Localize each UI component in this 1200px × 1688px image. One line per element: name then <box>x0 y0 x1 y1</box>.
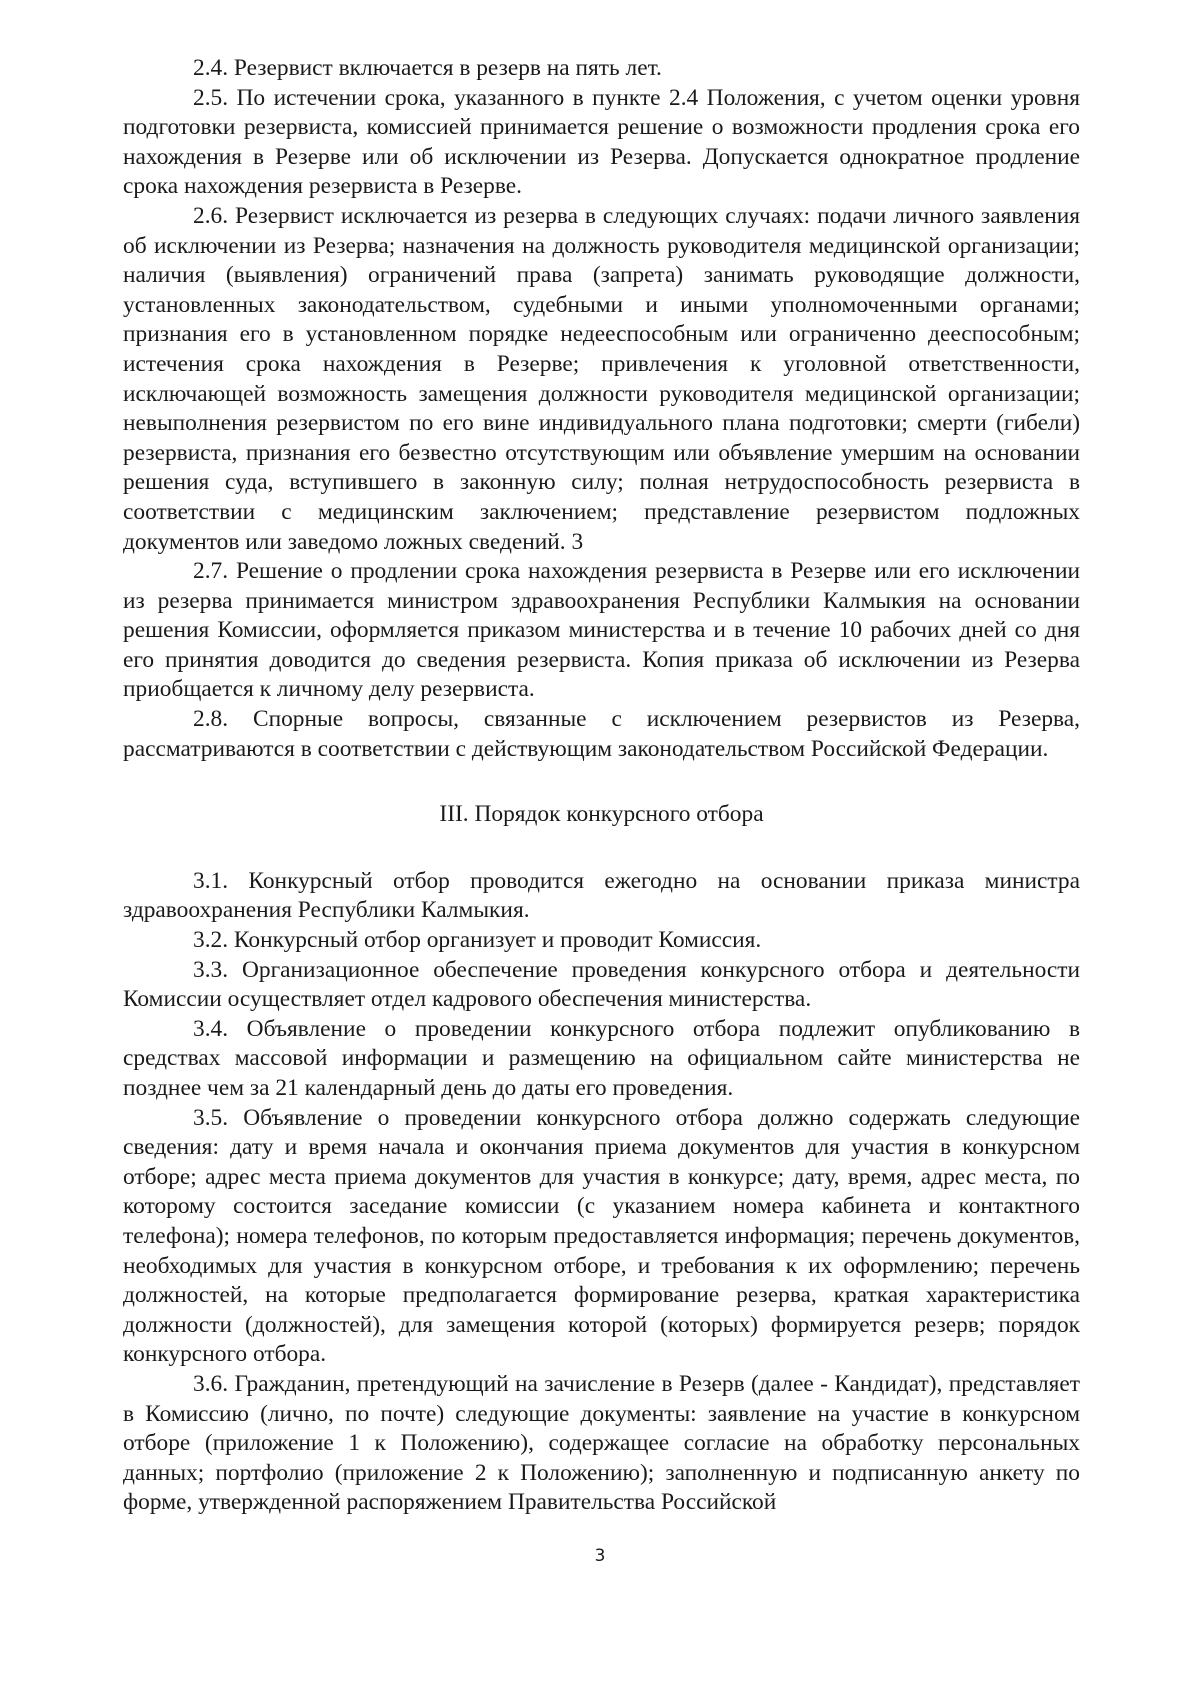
paragraph-3-5: 3.5. Объявление о проведении конкурсного отбора должно содержать следующие сведения: дату и время начала и окончания приема документов для участия в конкурсном отборе; адрес места приема документов для участия в конкурсе; дату, время, адрес места, по которому состоится заседание комиссии (с указанием номера кабинета и контактного телефона); номера телефонов, по которым предоставляется информация; перечень документов, необходимых для участия в конкурсном отборе, и требования к их оформлению; перечень должностей, на которые предполагается формирование резерва, краткая характеристика должности (должностей), для замещения которой (которых) формируется резерв; порядок конкурсного отбора. <box>123 1104 1080 1368</box>
paragraph-3-2: 3.2. Конкурсный отбор организует и проводит Комиссия. <box>193 927 762 954</box>
paragraph-2-4: 2.4. Резервист включается в резерв на пять лет. <box>193 55 662 81</box>
paragraph-3-6: 3.6. Гражданин, претендующий на зачисление в Резерв (далее - Кандидат), представляет в Комиссию (лично, по почте) следующие документы: заявление на участие в конкурсном отборе (приложение 1 к Положению), содержащее согласие на обработку персональных данных; портфолио (приложение 2 к Положению); заполненную и подписанную анкету по форме, утвержденной распоряжением Правительства Российской <box>123 1370 1080 1516</box>
paragraph-2-6: 2.6. Резервист исключается из резерва в следующих случаях: подачи личного заявления об исключении из Резерва; назначения на должность руководителя медицинской организации; наличия (выявления) ограничений права (запрета) занимать руководящие должности, установленных законодательством, судебными и иными уполномоченными органами; признания его в установленном порядке недееспособным или ограниченно дееспособным; истечения срока нахождения в Резерве; привлечения к уголовной ответственности, исключающей возможность замещения должности руководителя медицинской организации; невыполнения резервистом по его вине индивидуального плана подготовки; смерти (гибели) резервиста, признания его безвестно отсутствующим или объявление умершим на основании решения суда, вступившего в законную силу; полная нетрудоспособность резервиста в соответствии с медицинским заключением; представление резервистом подложных документов или заведомо ложных сведений. 3 <box>123 202 1080 555</box>
paragraph-2-5: 2.5. По истечении срока, указанного в пункте 2.4 Положения, с учетом оценки уровня подготовки резервиста, комиссией принимается решение о возможности продления срока его нахождения в Резерве или об исключении из Резерва. Допускается однократное продление срока нахождения резервиста в Резерве. <box>123 84 1080 200</box>
page-number: 3 <box>594 1546 606 1566</box>
paragraph-3-3: 3.3. Организационное обеспечение проведения конкурсного отбора и деятельности Комиссии осуществляет отдел кадрового обеспечения министерства. <box>123 956 1080 1013</box>
document-body <box>123 54 1080 1518</box>
paragraph-2-7: 2.7. Решение о продлении срока нахождения резервиста в Резерве или его исключении из резерва принимается министром здравоохранения Республики Калмыкия на основании решения Комиссии, оформляется приказом министерства и в течение 10 рабочих дней со дня его принятия доводится до сведения резервиста. Копия приказа об исключении из Резерва приобщается к личному делу резервиста. <box>123 558 1080 703</box>
paragraph-3-1: 3.1. Конкурсный отбор проводится ежегодно на основании приказа министра здравоохранения Республики Калмыкия. <box>123 867 1080 924</box>
section-heading: III. Порядок конкурсного отбора <box>439 801 764 828</box>
paragraph-2-8: 2.8. Спорные вопросы, связанные с исключением резервистов из Резерва, рассматриваются в соответствии с действующим законодательством Российской Федерации. <box>123 706 1080 762</box>
paragraph-3-4: 3.4. Объявление о проведении конкурсного отбора подлежит опубликованию в средствах массовой информации и размещению на официальном сайте министерства не позднее чем за 21 календарный день до даты его проведения. <box>123 1015 1080 1101</box>
